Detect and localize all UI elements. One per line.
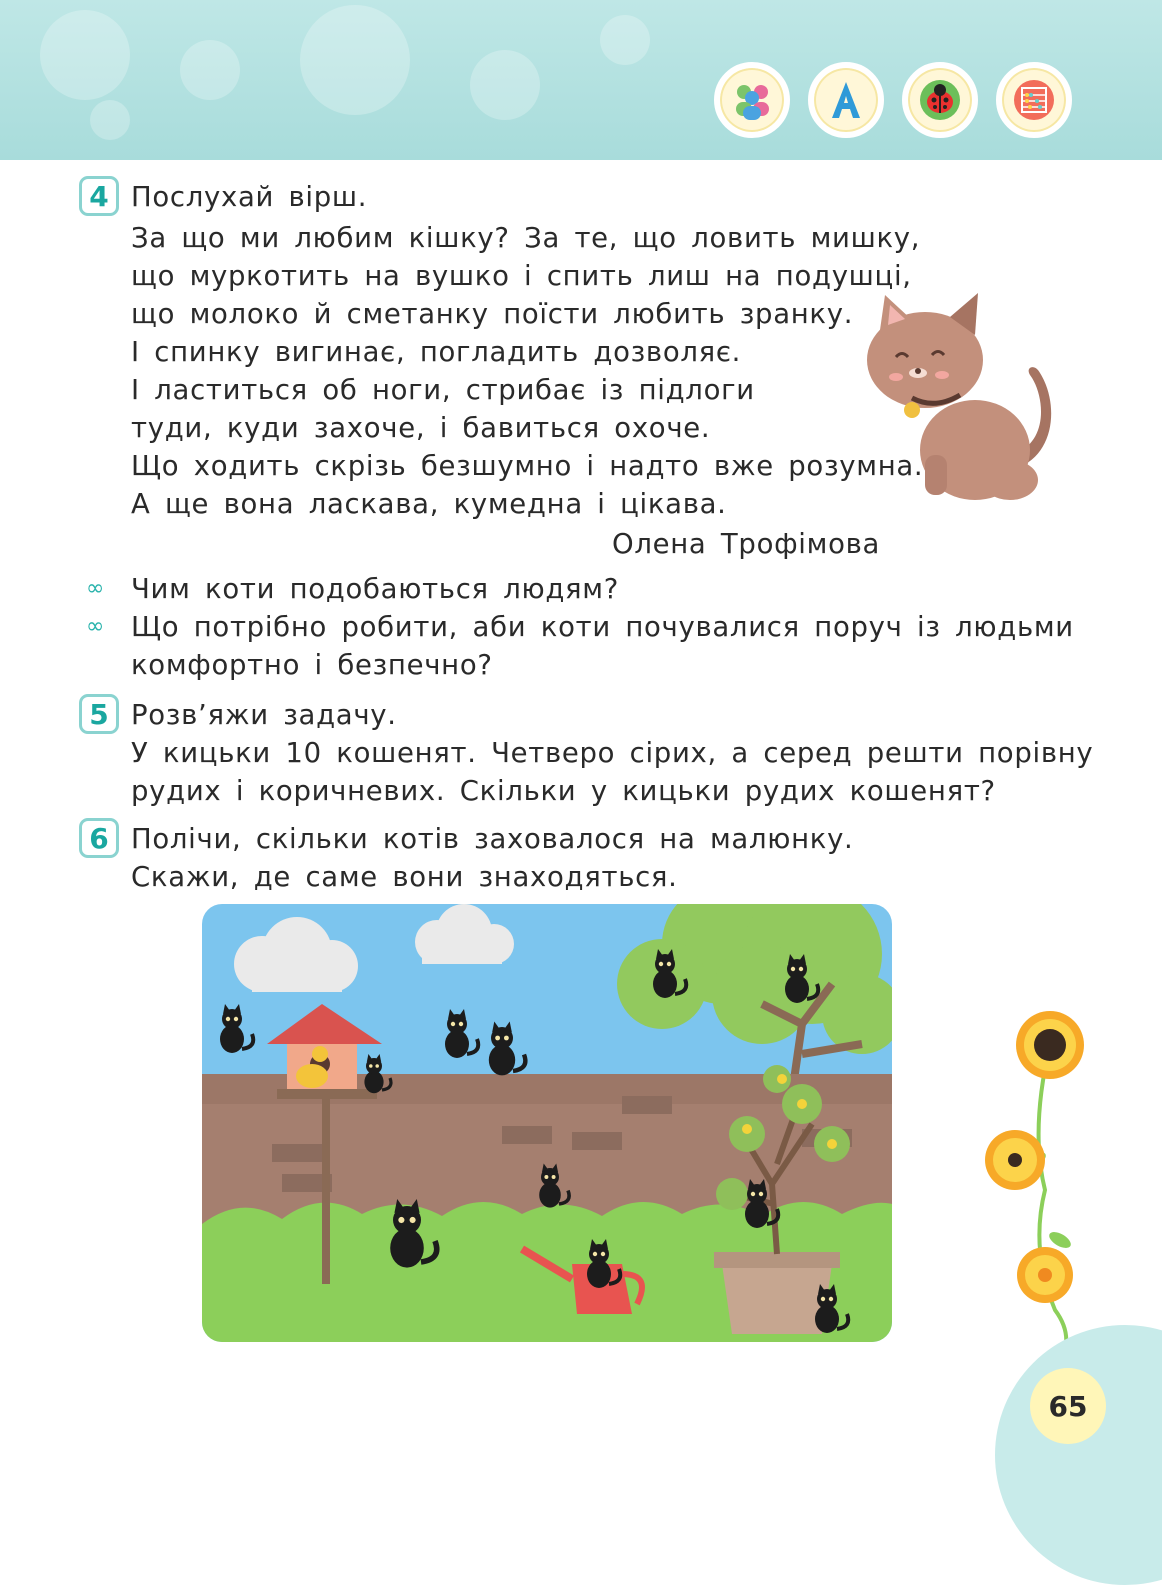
poem-line: А ще вона ласкава, кумедна і цікава. bbox=[131, 488, 727, 520]
poem-line: туди, куди захоче, і бавиться охоче. bbox=[131, 412, 711, 444]
poem-line: І ластиться об ноги, стрибає із підлоги bbox=[131, 374, 755, 406]
poem-line: І спинку вигинає, погладить дозволяє. bbox=[131, 336, 742, 368]
activity-icons bbox=[714, 62, 1072, 138]
task6-text-line: Скажи, де саме вони знаходяться. bbox=[131, 861, 678, 893]
task5-title: Розв’яжи задачу. bbox=[131, 699, 397, 731]
task6-text-line: Полічи, скільки котів заховалося на малюнку. bbox=[131, 823, 854, 855]
task5-text-line: рудих і коричневих. Скільки у кицьки рудих кошенят? bbox=[131, 775, 996, 807]
page-number: 65 bbox=[1030, 1368, 1106, 1444]
task-number-5: 5 bbox=[79, 694, 119, 734]
poem-line: що молоко й сметанку поїсти любить зранку. bbox=[131, 298, 854, 330]
question-line: Чим коти подобаються людям? bbox=[131, 573, 620, 605]
abacus-icon bbox=[996, 62, 1072, 138]
ladybug-icon bbox=[902, 62, 978, 138]
letter-a-icon bbox=[808, 62, 884, 138]
poem-line: що муркотить на вушко і спить лиш на подушці, bbox=[131, 260, 912, 292]
infinity-bullet-icon: ∞ bbox=[86, 576, 105, 601]
poem-line: За що ми любим кішку? За те, що ловить мишку, bbox=[131, 222, 921, 254]
corner-decoration bbox=[995, 1325, 1162, 1585]
sitting-cat-illustration bbox=[860, 285, 1060, 505]
poem-author: Олена Трофімова bbox=[612, 528, 881, 560]
poem-line: Що ходить скрізь безшумно і надто вже розумна. bbox=[131, 450, 924, 482]
question-line: комфортно і безпечно? bbox=[131, 649, 493, 681]
sunflowers-decoration bbox=[975, 1010, 1105, 1350]
group-people-icon bbox=[714, 62, 790, 138]
task5-text-line: У кицьки 10 кошенят. Четверо сірих, а серед решти порівну bbox=[131, 737, 1094, 769]
task-number-6: 6 bbox=[79, 818, 119, 858]
task-number-4: 4 bbox=[79, 176, 119, 216]
hidden-cats-scene bbox=[202, 904, 892, 1342]
infinity-bullet-icon: ∞ bbox=[86, 614, 105, 639]
task4-title: Послухай вірш. bbox=[131, 181, 368, 213]
question-line: Що потрібно робити, аби коти почувалися поруч із людьми bbox=[131, 611, 1074, 643]
